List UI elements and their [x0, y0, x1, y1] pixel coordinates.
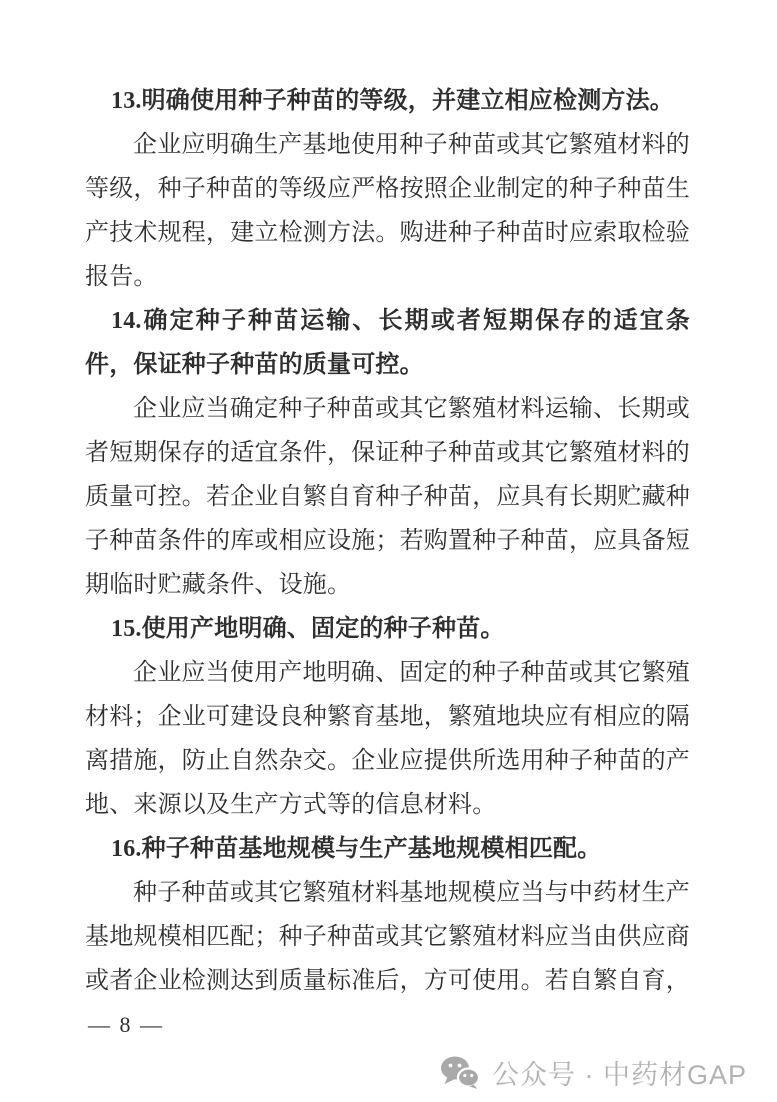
section-16-paragraph: 种子种苗或其它繁殖材料基地规模应当与中药材生产基地规模相匹配；种子种苗或其它繁殖材料应当由供应商或者企业检测达到质量标准后，方可使用。若自繁自育，	[85, 880, 690, 994]
section-16-heading: 16.种子种苗基地规模与生产基地规模相匹配。	[111, 836, 602, 862]
section-15-paragraph: 企业应当使用产地明确、固定的种子种苗或其它繁殖材料；企业可建设良种繁育基地，繁殖地块应有相应的隔离措施，防止自然杂交。企业应提供所选用种子种苗的产地、来源以及生产方式等的信息材料。	[85, 660, 690, 818]
watermark-text: 公众号 · 中药材GAP	[491, 1059, 747, 1090]
section-16	[85, 827, 690, 1003]
page-number: — 8 —	[88, 1012, 164, 1037]
section-13-paragraph: 企业应明确生产基地使用种子种苗或其它繁殖材料的等级，种子种苗的等级应严格按照企业制定的种子种苗生产技术规程，建立检测方法。购进种子种苗时应索取检验报告。	[85, 132, 690, 290]
section-13	[85, 79, 690, 299]
section-15	[85, 607, 690, 827]
section-13-heading: 13.明确使用种子种苗的等级，并建立相应检测方法。	[111, 88, 674, 114]
section-14	[85, 299, 690, 607]
page-content	[85, 79, 690, 1047]
section-14-paragraph: 企业应当确定种子种苗或其它繁殖材料运输、长期或者短期保存的适宜条件，保证种子种苗或其它繁殖材料的质量可控。若企业自繁自育种子种苗，应具有长期贮藏种子种苗条件的库或相应设施；若购置种子种苗，应具备短期临时贮藏条件、设施。	[85, 396, 690, 598]
section-14-heading: 14.确定种子种苗运输、长期或者短期保存的适宜条件，保证种子种苗的质量可控。	[85, 308, 690, 378]
section-15-heading: 15.使用产地明确、固定的种子种苗。	[111, 616, 505, 642]
watermark	[440, 1052, 747, 1092]
wechat-icon	[440, 1055, 480, 1090]
